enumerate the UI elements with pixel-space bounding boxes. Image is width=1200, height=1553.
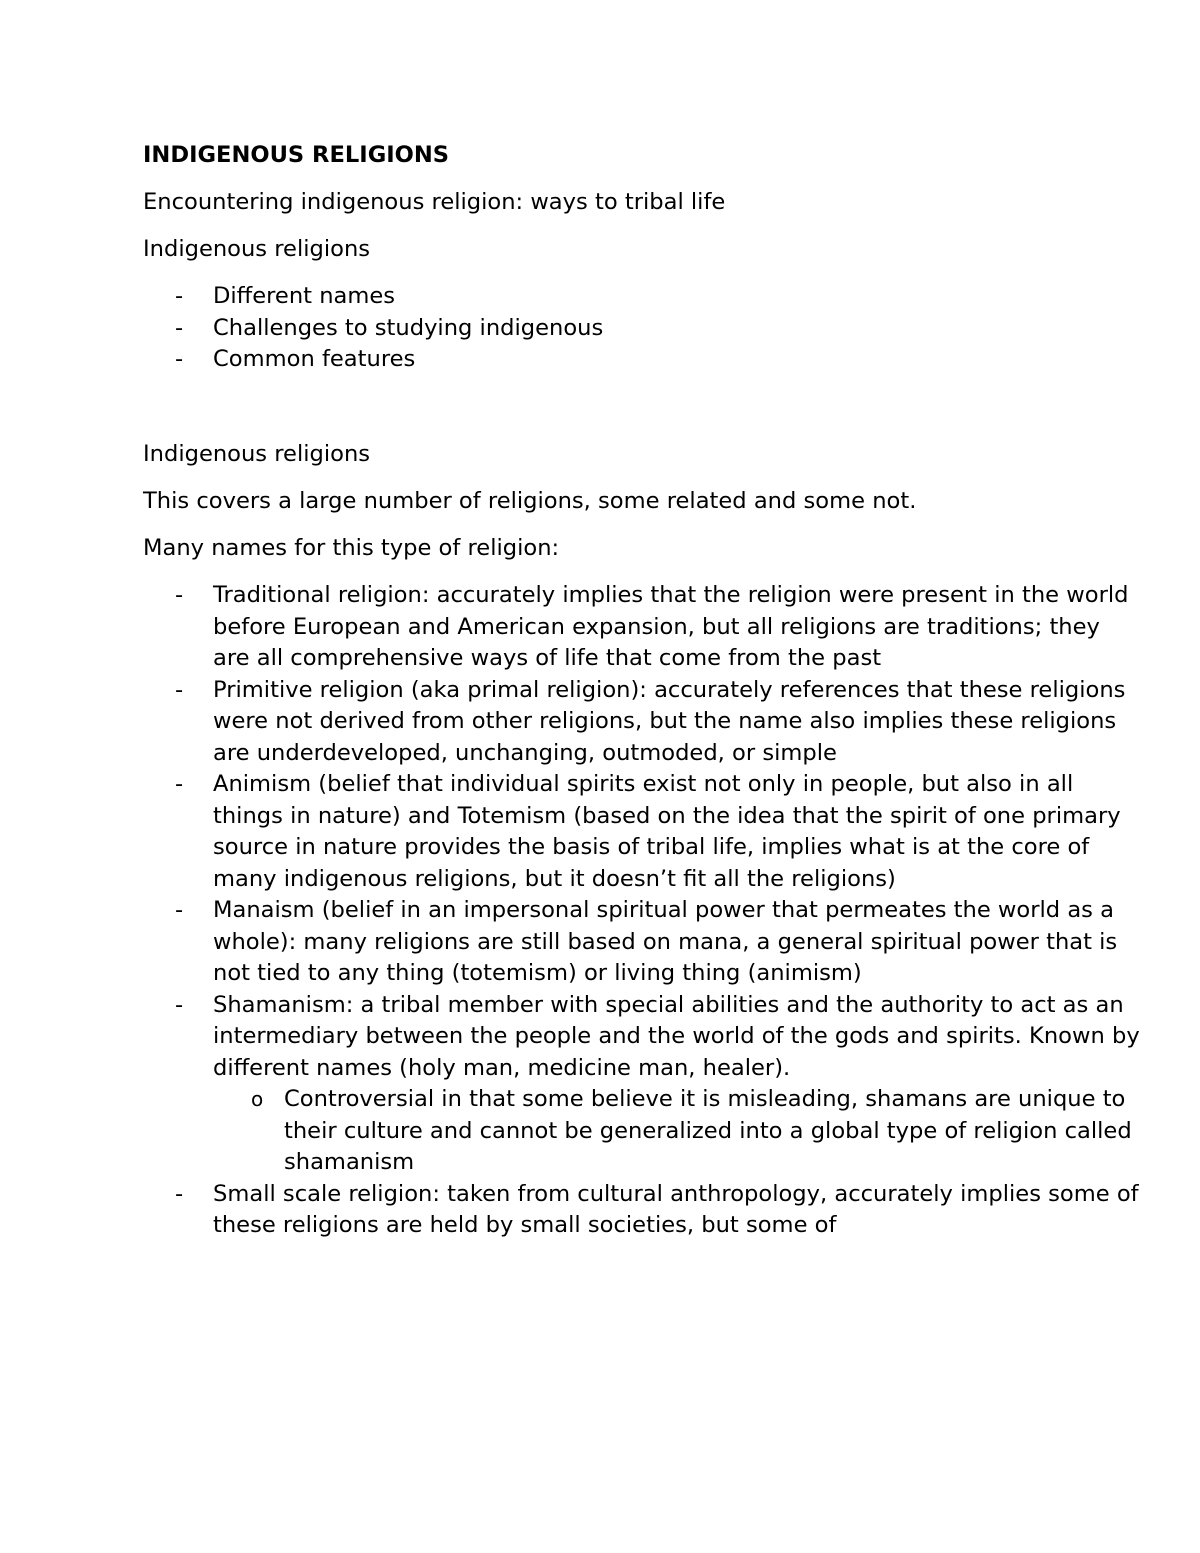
section2-intro: This covers a large number of religions, some related and some not. <box>143 488 917 514</box>
list-item: - Manaism (belief in an impersonal spiritual power that permeates the world as a whole): many religions are still based on mana, a general spiritual power that is not tied to any thing (totemism) or living thing (animism) <box>175 897 1118 986</box>
names-list <box>143 580 1143 1242</box>
dash-bullet: - <box>175 771 184 797</box>
dash-bullet: - <box>175 314 184 341</box>
dash-bullet: - <box>175 1180 184 1207</box>
section1-list <box>143 281 1143 376</box>
list-item: - Traditional religion: accurately implies that the religion were present in the world before European and American expansion, but all religions are traditions; they are all comprehensive ways of life that come from the past <box>175 582 1129 671</box>
sub-list-item: o Controversial in that some believe it is misleading, shamans are unique to their culture and cannot be generalized into a global type of religion called shamanism <box>251 1086 1132 1175</box>
list-item: - Different names <box>143 281 1143 313</box>
dash-bullet: - <box>175 346 184 372</box>
list-item: - Primitive religion (aka primal religion): accurately references that these religions were not derived from other religions, but the name also implies these religions are underdeveloped, unchanging, outmoded, or simple <box>175 676 1126 766</box>
list-item: - Shamanism: a tribal member with special abilities and the authority to act as an intermediary between the people and the world of the gods and spirits. Known by different names (holy man, medicine man, healer). o Controversial in that some believe it is misleading, shamans are unique to their culture and cannot be generalized into a global type of religion called shamanism <box>143 990 1143 1179</box>
list-item: - Challenges to studying indigenous <box>143 313 1143 345</box>
dash-bullet: - <box>175 283 184 309</box>
dash-bullet: - <box>175 897 184 923</box>
page-title: INDIGENOUS RELIGIONS <box>143 142 450 168</box>
list-item: - Small scale religion: taken from cultural anthropology, accurately implies some of these religions are held by small societies, but some of <box>175 1180 1139 1238</box>
section2-heading: Indigenous religions <box>143 441 371 467</box>
list-item: - Common features <box>143 344 1143 376</box>
subtitle: Encountering indigenous religion: ways to tribal life <box>143 189 726 215</box>
list-item: - Animism (belief that individual spirits exist not only in people, but also in all things in nature) and Totemism (based on the idea that the spirit of one primary source in nature provides the basis of tribal life, implies what is at the core of many indigenous religions, but it doesn’t fit all the religions) <box>175 771 1121 892</box>
dash-bullet: - <box>175 676 184 703</box>
shamanism-sublist <box>213 1084 1143 1179</box>
section1-heading: Indigenous religions <box>143 236 371 262</box>
dash-bullet: - <box>175 991 184 1018</box>
dash-bullet: - <box>175 582 184 608</box>
circle-bullet: o <box>251 1087 264 1111</box>
names-intro: Many names for this type of religion: <box>143 535 560 561</box>
